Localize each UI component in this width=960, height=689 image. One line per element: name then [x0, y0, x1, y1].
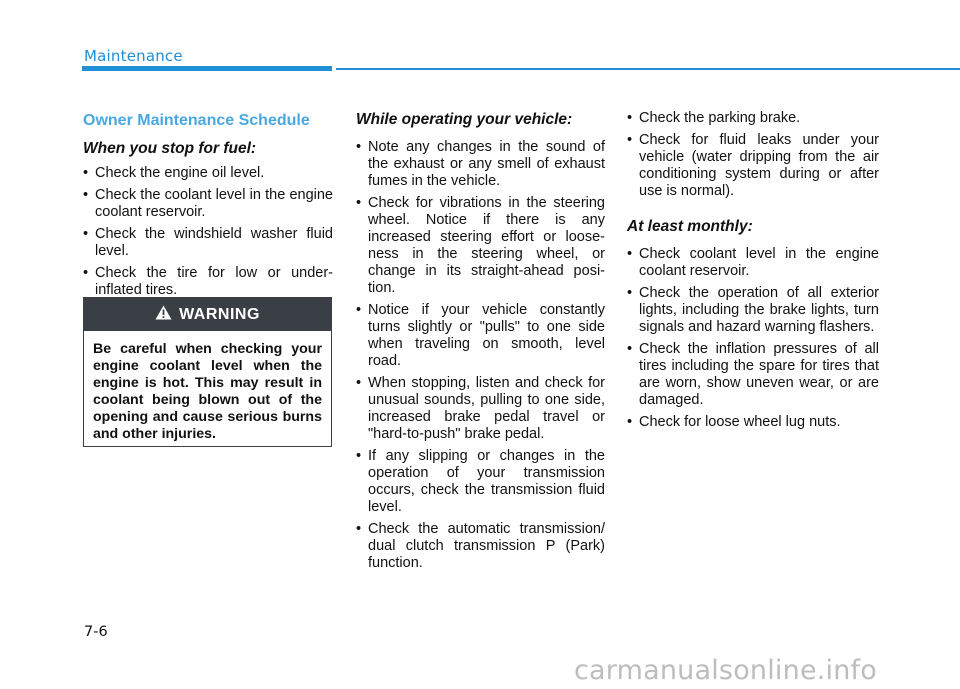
list-item: • Notice if your vehicle constantly turns slightly or "pulls" to one side when traveling on smooth, level road.	[356, 302, 605, 369]
list-item: • If any slipping or changes in the operation of your transmission occurs, check the transmission fluid level.	[356, 448, 605, 515]
warning-header	[84, 298, 331, 331]
operating-list	[356, 139, 605, 572]
subheading-fuel-stop: When you stop for fuel:	[83, 140, 257, 157]
fuel-stop-list	[83, 165, 333, 299]
page-number: 7-6	[84, 624, 108, 640]
section-title: Owner Maintenance Schedule	[83, 112, 310, 129]
list-item: • Check for fluid leaks under your vehicle (water dripping from the air conditioning system during or after use is normal).	[627, 132, 879, 199]
list-item: • Check for vibrations in the steering wheel. Notice if there is any increased steering effort or loose-ness in the steering wheel, or change in its straight-ahead posi-tion.	[356, 195, 605, 296]
list-item: • Check for loose wheel lug nuts.	[627, 414, 841, 430]
list-item: • Check the tire for low or under-inflated tires.	[83, 265, 333, 298]
warning-title: WARNING	[179, 305, 260, 323]
list-item: • Check the parking brake.	[627, 110, 801, 126]
subheading-while-operating: While operating your vehicle:	[356, 111, 573, 128]
column-3	[627, 110, 879, 436]
warning-triangle-icon	[155, 305, 172, 325]
header-rule-thick	[82, 66, 332, 71]
list-item: • Check the windshield washer fluid level.	[83, 226, 333, 259]
warning-box	[83, 297, 332, 447]
list-item: • Check the engine oil level.	[83, 165, 265, 181]
header-rule-thin	[336, 68, 960, 70]
column-1	[83, 110, 333, 304]
warning-text: Be careful when checking your engine coolant level when the engine is hot. This may result in coolant being blown out of the opening and cause serious burns and other injuries.	[93, 341, 322, 442]
operating-list-continued	[627, 110, 879, 200]
column-2	[356, 110, 605, 577]
list-item: • Check the automatic transmission/ dual clutch transmission P (Park) function.	[356, 521, 605, 571]
subheading-monthly: At least monthly:	[627, 218, 753, 235]
list-item: • Note any changes in the sound of the exhaust or any smell of exhaust fumes in the vehicle.	[356, 139, 605, 189]
list-item: • Check the operation of all exterior lights, including the brake lights, turn signals and hazard warning flashers.	[627, 285, 879, 335]
list-item: • Check the coolant level in the engine coolant reservoir.	[83, 187, 333, 220]
section-label: Maintenance	[84, 47, 183, 65]
list-item: • When stopping, listen and check for unusual sounds, pulling to one side, increased brake pedal travel or "hard-to-push" brake pedal.	[356, 375, 605, 442]
watermark: carmanualsonline.info	[574, 655, 877, 686]
monthly-list	[627, 246, 879, 431]
list-item: • Check the inflation pressures of all tires including the spare for tires that are worn, show uneven wear, or are damaged.	[627, 341, 879, 408]
list-item: • Check coolant level in the engine coolant reservoir.	[627, 246, 879, 279]
